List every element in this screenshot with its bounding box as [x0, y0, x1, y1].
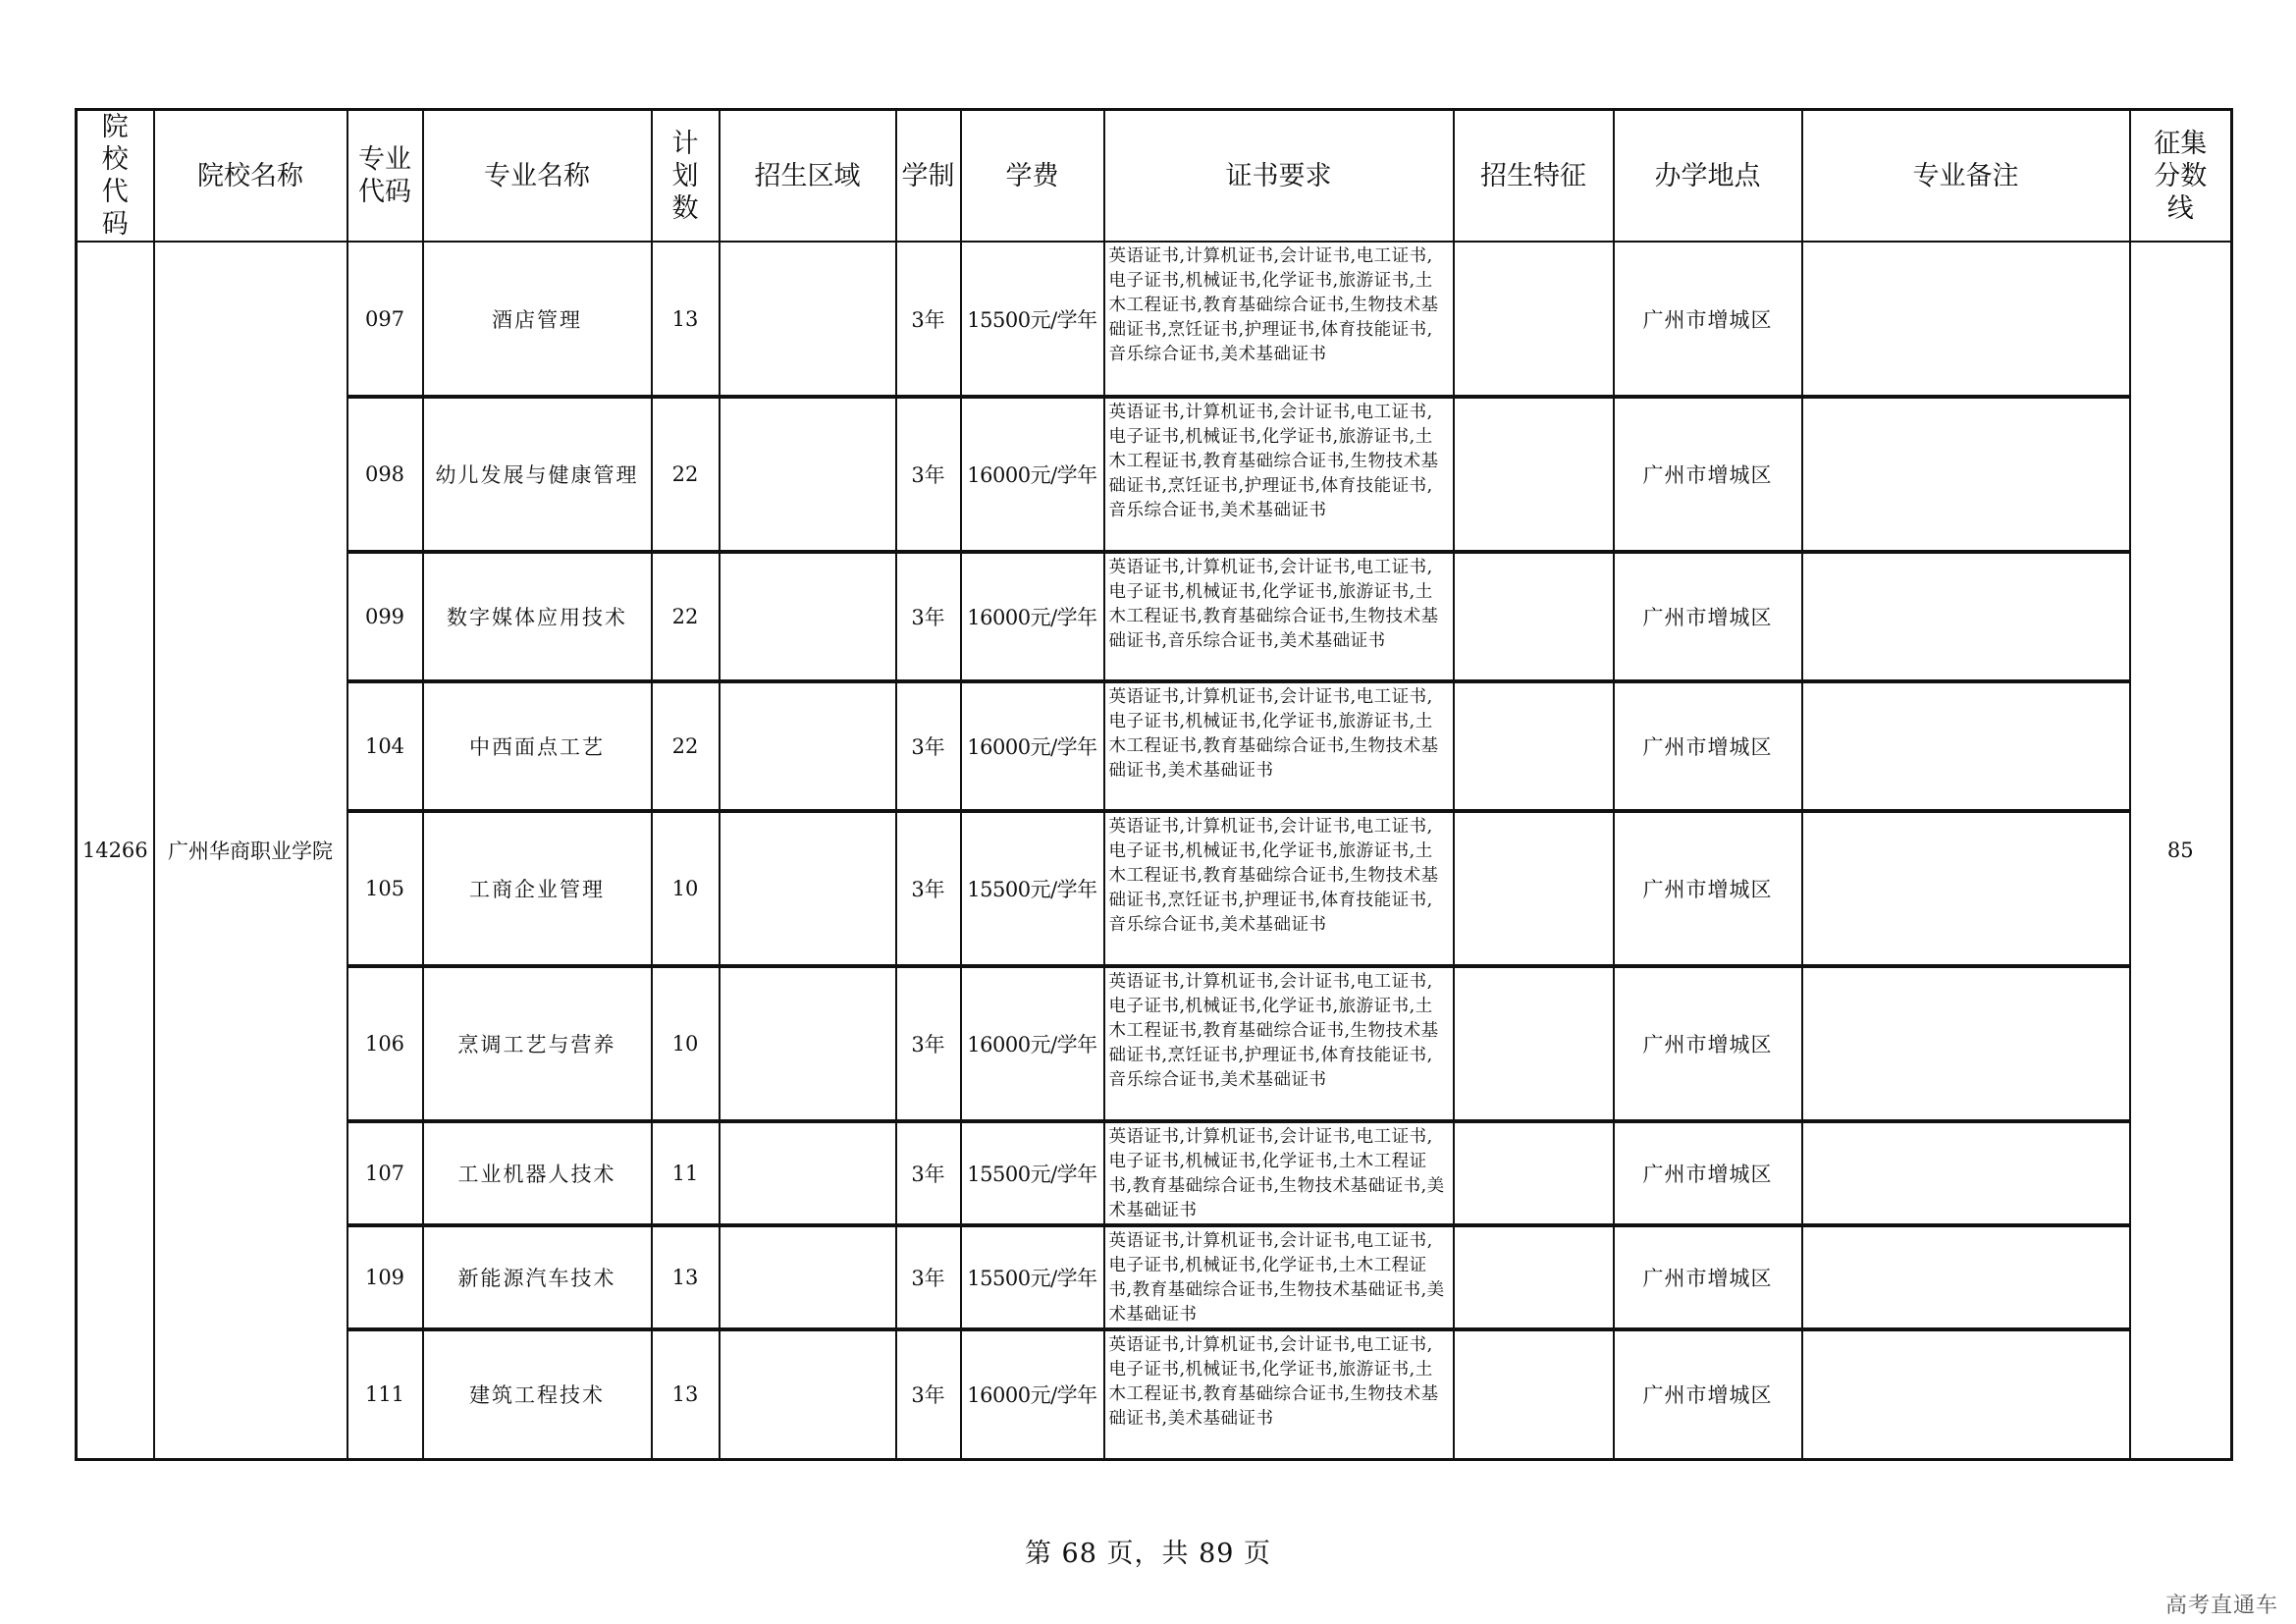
fee-cell: 15500元/学年 [961, 242, 1104, 397]
location-cell: 广州市增城区 [1614, 1225, 1802, 1329]
cert-cell: 英语证书,计算机证书,会计证书,电工证书,电子证书,机械证书,化学证书,土木工程证书,教育基础综合证书,生物技术基础证书,美术基础证书 [1104, 1225, 1454, 1329]
location-cell: 广州市增城区 [1614, 397, 1802, 552]
major-name-cell: 酒店管理 [423, 242, 652, 397]
remark-cell [1802, 242, 2130, 397]
feature-cell [1454, 966, 1614, 1121]
duration-cell: 3年 [896, 1329, 961, 1459]
remark-cell [1802, 1225, 2130, 1329]
header-location: 办学地点 [1614, 110, 1802, 243]
table-row [77, 397, 2232, 552]
table-row [77, 242, 2232, 397]
fee-cell: 15500元/学年 [961, 811, 1104, 966]
header-school-code: 院校代码 [77, 110, 154, 243]
remark-cell [1802, 1329, 2130, 1459]
region-cell [720, 1329, 896, 1459]
location-cell: 广州市增城区 [1614, 811, 1802, 966]
location-cell: 广州市增城区 [1614, 552, 1802, 681]
location-cell: 广州市增城区 [1614, 1121, 1802, 1225]
fee-cell: 16000元/学年 [961, 1329, 1104, 1459]
major-name-cell: 中西面点工艺 [423, 681, 652, 811]
fee-cell: 15500元/学年 [961, 1121, 1104, 1225]
feature-cell [1454, 1225, 1614, 1329]
school-name-cell: 广州华商职业学院 [154, 242, 347, 1459]
major-name-cell: 烹调工艺与营养 [423, 966, 652, 1121]
major-code-cell: 105 [347, 811, 423, 966]
header-fee: 学费 [961, 110, 1104, 243]
feature-cell [1454, 242, 1614, 397]
location-cell: 广州市增城区 [1614, 1329, 1802, 1459]
cert-cell: 英语证书,计算机证书,会计证书,电工证书,电子证书,机械证书,化学证书,旅游证书,土木工程证书,教育基础综合证书,生物技术基础证书,美术基础证书 [1104, 681, 1454, 811]
header-duration: 学制 [896, 110, 961, 243]
header-feature: 招生特征 [1454, 110, 1614, 243]
score-cell: 85 [2130, 242, 2232, 1459]
table-row [77, 1225, 2232, 1329]
cert-cell: 英语证书,计算机证书,会计证书,电工证书,电子证书,机械证书,化学证书,旅游证书,土木工程证书,教育基础综合证书,生物技术基础证书,烹饪证书,护理证书,体育技能证书,音乐综合证书,美术基础证书 [1104, 397, 1454, 552]
plan-cell: 13 [652, 1329, 720, 1459]
duration-cell: 3年 [896, 242, 961, 397]
major-code-cell: 109 [347, 1225, 423, 1329]
plan-cell: 22 [652, 552, 720, 681]
plan-cell: 13 [652, 1225, 720, 1329]
table-row [77, 811, 2232, 966]
plan-cell: 10 [652, 966, 720, 1121]
region-cell [720, 811, 896, 966]
major-code-cell: 111 [347, 1329, 423, 1459]
remark-cell [1802, 966, 2130, 1121]
duration-cell: 3年 [896, 966, 961, 1121]
fee-cell: 16000元/学年 [961, 681, 1104, 811]
region-cell [720, 1121, 896, 1225]
table-row [77, 966, 2232, 1121]
header-region: 招生区域 [720, 110, 896, 243]
duration-cell: 3年 [896, 811, 961, 966]
page-footer: 第 68 页，共 89 页 [1024, 1539, 1272, 1569]
major-code-cell: 097 [347, 242, 423, 397]
major-name-cell: 幼儿发展与健康管理 [423, 397, 652, 552]
watermark: 高考直通车 [2164, 1594, 2278, 1618]
fee-cell: 16000元/学年 [961, 397, 1104, 552]
duration-cell: 3年 [896, 397, 961, 552]
header-row [77, 110, 2232, 243]
plan-cell: 22 [652, 681, 720, 811]
major-code-cell: 104 [347, 681, 423, 811]
region-cell [720, 242, 896, 397]
duration-cell: 3年 [896, 1225, 961, 1329]
major-code-cell: 107 [347, 1121, 423, 1225]
header-cert: 证书要求 [1104, 110, 1454, 243]
table-row [77, 1329, 2232, 1459]
feature-cell [1454, 1329, 1614, 1459]
header-score: 征集分数线 [2130, 110, 2232, 243]
feature-cell [1454, 552, 1614, 681]
major-code-cell: 099 [347, 552, 423, 681]
table-header [77, 110, 2232, 243]
remark-cell [1802, 397, 2130, 552]
region-cell [720, 552, 896, 681]
school-code-cell: 14266 [77, 242, 154, 1459]
location-cell: 广州市增城区 [1614, 242, 1802, 397]
major-name-cell: 工业机器人技术 [423, 1121, 652, 1225]
major-name-cell: 工商企业管理 [423, 811, 652, 966]
major-name-cell: 数字媒体应用技术 [423, 552, 652, 681]
duration-cell: 3年 [896, 1121, 961, 1225]
feature-cell [1454, 681, 1614, 811]
feature-cell [1454, 397, 1614, 552]
table-row [77, 681, 2232, 811]
region-cell [720, 397, 896, 552]
cert-cell: 英语证书,计算机证书,会计证书,电工证书,电子证书,机械证书,化学证书,旅游证书,土木工程证书,教育基础综合证书,生物技术基础证书,音乐综合证书,美术基础证书 [1104, 552, 1454, 681]
duration-cell: 3年 [896, 681, 961, 811]
header-plan: 计划数 [652, 110, 720, 243]
header-major-code: 专业代码 [347, 110, 423, 243]
admission-table [75, 108, 2233, 1461]
feature-cell [1454, 811, 1614, 966]
plan-cell: 10 [652, 811, 720, 966]
plan-cell: 11 [652, 1121, 720, 1225]
major-name-cell: 新能源汽车技术 [423, 1225, 652, 1329]
major-code-cell: 106 [347, 966, 423, 1121]
remark-cell [1802, 552, 2130, 681]
header-remark: 专业备注 [1802, 110, 2130, 243]
major-name-cell: 建筑工程技术 [423, 1329, 652, 1459]
header-major-name: 专业名称 [423, 110, 652, 243]
plan-cell: 22 [652, 397, 720, 552]
plan-cell: 13 [652, 242, 720, 397]
location-cell: 广州市增城区 [1614, 966, 1802, 1121]
fee-cell: 15500元/学年 [961, 1225, 1104, 1329]
fee-cell: 16000元/学年 [961, 552, 1104, 681]
cert-cell: 英语证书,计算机证书,会计证书,电工证书,电子证书,机械证书,化学证书,土木工程证书,教育基础综合证书,生物技术基础证书,美术基础证书 [1104, 1121, 1454, 1225]
table-row [77, 1121, 2232, 1225]
region-cell [720, 681, 896, 811]
cert-cell: 英语证书,计算机证书,会计证书,电工证书,电子证书,机械证书,化学证书,旅游证书,土木工程证书,教育基础综合证书,生物技术基础证书,烹饪证书,护理证书,体育技能证书,音乐综合证书,美术基础证书 [1104, 242, 1454, 397]
remark-cell [1802, 811, 2130, 966]
location-cell: 广州市增城区 [1614, 681, 1802, 811]
region-cell [720, 1225, 896, 1329]
cert-cell: 英语证书,计算机证书,会计证书,电工证书,电子证书,机械证书,化学证书,旅游证书,土木工程证书,教育基础综合证书,生物技术基础证书,美术基础证书 [1104, 1329, 1454, 1459]
cert-cell: 英语证书,计算机证书,会计证书,电工证书,电子证书,机械证书,化学证书,旅游证书,土木工程证书,教育基础综合证书,生物技术基础证书,烹饪证书,护理证书,体育技能证书,音乐综合证书,美术基础证书 [1104, 811, 1454, 966]
table-body [77, 242, 2232, 1459]
major-code-cell: 098 [347, 397, 423, 552]
fee-cell: 16000元/学年 [961, 966, 1104, 1121]
duration-cell: 3年 [896, 552, 961, 681]
feature-cell [1454, 1121, 1614, 1225]
remark-cell [1802, 1121, 2130, 1225]
table-row [77, 552, 2232, 681]
region-cell [720, 966, 896, 1121]
remark-cell [1802, 681, 2130, 811]
cert-cell: 英语证书,计算机证书,会计证书,电工证书,电子证书,机械证书,化学证书,旅游证书,土木工程证书,教育基础综合证书,生物技术基础证书,烹饪证书,护理证书,体育技能证书,音乐综合证书,美术基础证书 [1104, 966, 1454, 1121]
header-school-name: 院校名称 [154, 110, 347, 243]
